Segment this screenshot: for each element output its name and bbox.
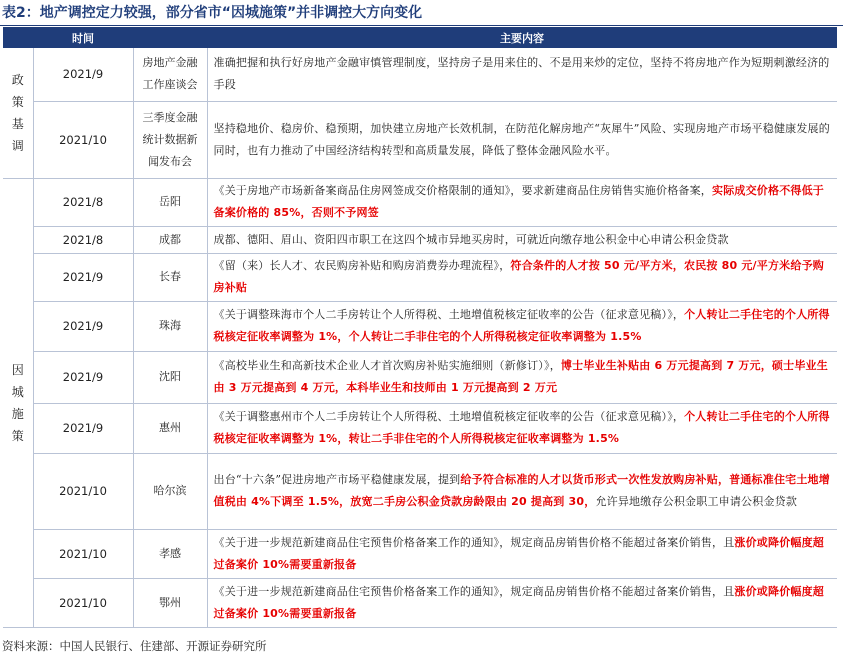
row-source: 哈尔滨: [133, 453, 207, 529]
policy-table: [3, 27, 837, 628]
row-time: 2021/8: [33, 226, 133, 253]
highlight-text: 实际成交价格不得低于备案价格的 85%，否则不予网签: [213, 184, 824, 219]
row-content: 出台“十六条”促进房地产市场平稳健康发展，提到给予符合标准的人才以货币形式一次性发放购房补贴，普通标准住宅土地增值税由 4%下调至 1.5%，放宽二手房公积金贷款房龄限由 20 提高到 30，允许异地缴存公积金职工申请公积金贷款: [207, 453, 837, 529]
header-source-blank: [133, 27, 207, 48]
row-time: 2021/10: [33, 578, 133, 627]
row-content: 《关于进一步规范新建商品住宅预售价格备案工作的通知》，规定商品房销售价格不能超过备案价销售，且涨价或降价幅度超过备案价 10%需要重新报备: [207, 529, 837, 578]
row-content: 《留（来）长人才、农民购房补贴和购房消费券办理流程》，符合条件的人才按 50 元/平方米，农民按 80 元/平方米给予购房补贴: [207, 253, 837, 301]
table-row: [3, 48, 837, 101]
row-content: 《关于调整珠海市个人二手房转让个人所得税、土地增值税核定征收率的公告（征求意见稿）》，个人转让二手住宅的个人所得税核定征收率调整为 1%，个人转让二手非住宅的个人所得税核定征收率调整为 1.5%: [207, 301, 837, 351]
row-source: 成都: [133, 226, 207, 253]
highlight-text: 涨价或降价幅度超过备案价 10%需要重新报备: [213, 535, 825, 571]
row-time: 2021/9: [33, 403, 133, 453]
row-time: 2021/9: [33, 301, 133, 351]
row-time: 2021/8: [33, 178, 133, 226]
table-row: [3, 351, 837, 403]
row-content: 《关于进一步规范新建商品住宅预售价格备案工作的通知》，规定商品房销售价格不能超过备案价销售，且涨价或降价幅度超过备案价 10%需要重新报备: [207, 578, 837, 627]
table-row: [3, 178, 837, 226]
row-source: 岳阳: [133, 178, 207, 226]
highlight-text: 博士毕业生补贴由 6 万元提高到 7 万元，硕士毕业生由 3 万元提高到 4 万元，本科毕业生和技师由 1 万元提高到 2 万元: [213, 359, 828, 394]
table-row: [3, 226, 837, 253]
header-blank: [3, 27, 33, 48]
table-row: [3, 529, 837, 578]
highlight-text: 涨价或降价幅度超过备案价 10%需要重新报备: [213, 584, 825, 620]
table-row: [3, 578, 837, 627]
row-source: 三季度金融统计数据新闻发布会: [133, 101, 207, 178]
row-content: 《关于调整惠州市个人二手房转让个人所得税、土地增值税核定征收率的公告（征求意见稿）》，个人转让二手住宅的个人所得税核定征收率调整为 1%，转让二手非住宅的个人所得税核定征收率调整为 1.5%: [207, 403, 837, 453]
table-row: [3, 453, 837, 529]
highlight-text: 符合条件的人才按 50 元/平方米，农民按 80 元/平方米给予购房补贴: [213, 259, 824, 294]
table-row: [3, 101, 837, 178]
table-row: [3, 301, 837, 351]
row-source: 长春: [133, 253, 207, 301]
row-source: 沈阳: [133, 351, 207, 403]
header-content: 主要内容: [207, 27, 837, 48]
header-time: 时间: [33, 27, 133, 48]
row-time: 2021/9: [33, 351, 133, 403]
row-time: 2021/9: [33, 48, 133, 101]
row-source: 珠海: [133, 301, 207, 351]
row-time: 2021/9: [33, 253, 133, 301]
row-content: 成都、德阳、眉山、资阳四市职工在这四个城市异地买房时，可就近向缴存地公积金中心申请公积金贷款: [207, 226, 837, 253]
highlight-text: 个人转让二手住宅的个人所得税核定征收率调整为 1%，个人转让二手非住宅的个人所得税核定征收率调整为 1.5%: [213, 308, 830, 343]
row-content: 《高校毕业生和高新技术企业人才首次购房补贴实施细则（新修订）》，博士毕业生补贴由 6 万元提高到 7 万元，硕士毕业生由 3 万元提高到 4 万元，本科毕业生和技师由 1 万元提高到 2 万元: [207, 351, 837, 403]
source-note: 资料来源：中国人民银行、住建部、开源证券研究所: [2, 639, 267, 653]
row-source: 惠州: [133, 403, 207, 453]
row-content: 坚持稳地价、稳房价、稳预期，加快建立房地产长效机制，在防范化解房地产“灰犀牛”风险、实现房地产市场平稳健康发展的同时，也有力推动了中国经济结构转型和高质量发展，降低了整体金融风险水平。: [207, 101, 837, 178]
row-time: 2021/10: [33, 529, 133, 578]
table-row: [3, 403, 837, 453]
group-label-city: 因城施策: [3, 178, 33, 627]
row-time: 2021/10: [33, 453, 133, 529]
row-time: 2021/10: [33, 101, 133, 178]
title-divider: [0, 25, 843, 26]
table-header-row: [3, 27, 837, 48]
table-title: 表2：地产调控定力较强，部分省市“因城施策”并非调控大方向变化: [2, 5, 423, 21]
row-content: 准确把握和执行好房地产金融审慎管理制度，坚持房子是用来住的、不是用来炒的定位，坚持不将房地产作为短期刺激经济的手段: [207, 48, 837, 101]
highlight-text: 给予符合标准的人才以货币形式一次性发放购房补贴，普通标准住宅土地增值税由 4%下调至 1.5%，放宽二手房公积金贷款房龄限由 20 提高到 30，: [213, 473, 830, 508]
highlight-text: 个人转让二手住宅的个人所得税核定征收率调整为 1%，转让二手非住宅的个人所得税核定征收率调整为 1.5%: [213, 410, 830, 445]
row-content: 《关于房地产市场新备案商品住房网签成交价格限制的通知》，要求新建商品住房销售实施价格备案，实际成交价格不得低于备案价格的 85%，否则不予网签: [207, 178, 837, 226]
table-row: [3, 253, 837, 301]
row-source: 孝感: [133, 529, 207, 578]
row-source: 房地产金融工作座谈会: [133, 48, 207, 101]
row-source: 鄂州: [133, 578, 207, 627]
group-label-policy: 政策基调: [3, 48, 33, 178]
